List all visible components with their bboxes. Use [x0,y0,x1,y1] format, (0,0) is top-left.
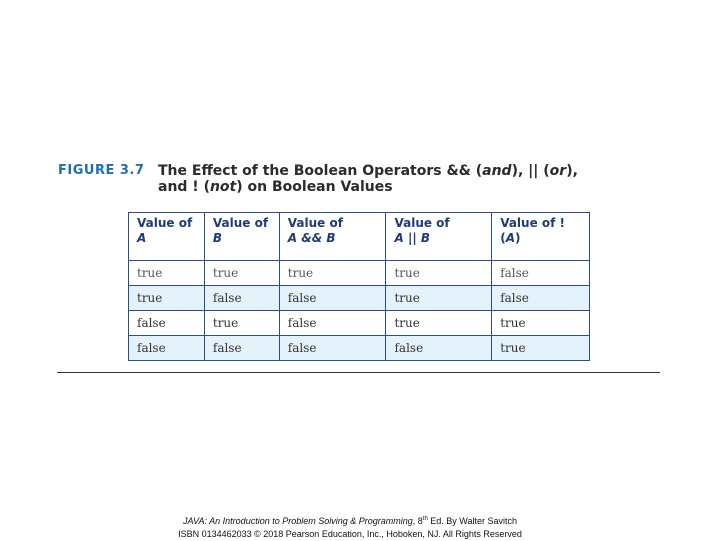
cell-b: false [204,336,279,361]
table-header-row [129,213,590,261]
cell-or: false [386,336,492,361]
cell-and: true [279,261,386,286]
table-row [129,286,590,311]
table-row [129,311,590,336]
truth-table [128,212,590,361]
cell-and: false [279,311,386,336]
cell-b: true [204,261,279,286]
cell-b: false [204,286,279,311]
cell-not: true [492,336,590,361]
cell-not: false [492,286,590,311]
title-text: The Effect of the Boolean Operators && ( [158,163,483,179]
table-row [129,261,590,286]
figure-title [158,163,638,195]
cell-and: false [279,336,386,361]
header-value-of-a-or-b: Value of A || B [386,213,492,261]
cell-a: true [129,286,205,311]
title-text: ), [566,163,578,179]
title-italic-not: not [209,179,237,195]
cell-or: true [386,311,492,336]
cell-b: true [204,311,279,336]
title-italic-or: or [549,163,567,179]
slide-footer [0,513,700,541]
cell-and: false [279,286,386,311]
header-value-of-b: Value of B [204,213,279,261]
footer-line-2: ISBN 0134462033 © 2018 Pearson Education, Inc., Hoboken, NJ. All Rights Reserved [178,529,522,539]
cell-a: false [129,311,205,336]
title-text: ) on Boolean Values [236,179,393,195]
cell-not: false [492,261,590,286]
title-text: and ! ( [158,179,210,195]
header-value-of-a: Value of A [129,213,205,261]
cell-or: true [386,286,492,311]
header-value-of-not-a: Value of ! (A) [492,213,590,261]
title-italic-and: and [482,163,512,179]
horizontal-divider [57,372,660,373]
book-title: JAVA: An Introduction to Problem Solving & Programming [182,516,413,526]
table-row [129,336,590,361]
figure-label: FIGURE 3.7 [58,163,145,178]
cell-not: true [492,311,590,336]
header-value-of-a-and-b: Value of A && B [279,213,386,261]
cell-a: true [129,261,205,286]
title-text: ), || ( [511,163,550,179]
cell-a: false [129,336,205,361]
cell-or: true [386,261,492,286]
footer-line-1: JAVA: An Introduction to Problem Solving & Programming, 8th Ed. By Walter Savitch [182,516,517,526]
